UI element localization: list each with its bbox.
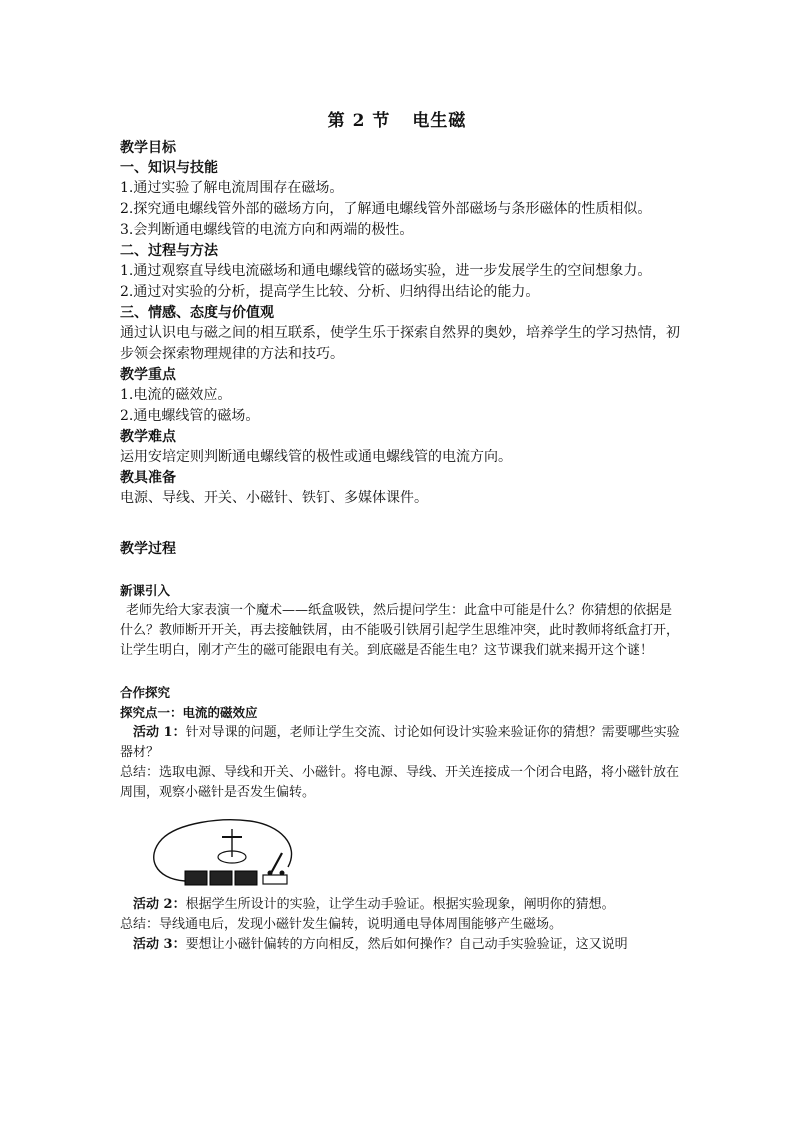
- tools-text: 电源、导线、开关、小磁针、铁钉、多媒体课件。: [120, 490, 428, 506]
- key-points-heading: 教学重点: [120, 367, 176, 383]
- process-section-heading: 教学过程: [120, 541, 176, 557]
- key-point-item: 1.电流的磁效应。: [120, 387, 232, 403]
- section-name: 电生磁: [412, 111, 467, 131]
- activity-text: 要想让小磁针偏转的方向相反，然后如何操作？自己动手实验验证，这又说明: [185, 937, 628, 952]
- intro-heading: 新课引入: [120, 583, 171, 598]
- summary-text: 导线通电后，发现小磁针发生偏转，说明通电导体周围能够产生磁场。: [159, 917, 563, 932]
- switch-terminal: [268, 871, 273, 876]
- switch-terminal: [280, 871, 285, 876]
- activity-2: [120, 895, 680, 915]
- values-heading: 三、情感、态度与价值观: [120, 305, 274, 321]
- difficulty-heading: 教学难点: [120, 429, 176, 445]
- summary-1: [120, 763, 680, 803]
- knowledge-item: 2.探究通电螺线管外部的磁场方向，了解通电螺线管外部磁场与条形磁体的性质相似。: [120, 201, 652, 217]
- key-point-item: 2.通电螺线管的磁场。: [120, 408, 260, 424]
- process-heading: 二、过程与方法: [120, 243, 218, 259]
- explore-point-heading: 探究点一：电流的磁效应: [120, 705, 258, 720]
- tools-heading: 教具准备: [120, 470, 176, 486]
- activity-text: 根据学生所设计的实验，让学生动手验证。根据实验现象，阐明你的猜想。: [185, 897, 615, 912]
- difficulty-text: 运用安培定则判断通电螺线管的极性或通电螺线管的电流方向。: [120, 449, 512, 465]
- activity-text: 针对导课的问题，老师让学生交流、讨论如何设计实验来验证你的猜想？需要哪些实验器材？: [120, 725, 680, 760]
- process-item: 2.通过对实验的分析，提高学生比较、分析、归纳得出结论的能力。: [120, 284, 540, 300]
- circuit-diagram: [140, 809, 300, 889]
- page-title: [0, 106, 794, 131]
- explore-heading: 合作探究: [120, 685, 171, 700]
- activity-label: 活动 2：: [133, 897, 186, 912]
- knowledge-item: 3.会判断通电螺线管的电流方向和两端的极性。: [120, 222, 414, 238]
- summary-label: 总结：: [120, 765, 160, 780]
- activity-3: [120, 935, 680, 955]
- battery-cell: [235, 871, 257, 885]
- goals-heading: 教学目标: [120, 140, 176, 156]
- intro-text: 老师先给大家表演一个魔术——纸盒吸铁，然后提问学生：此盒中可能是什么？你猜想的依据是什么？教师断开开关，再去接触铁屑，由不能吸引铁屑引起学生思维冲突，此时教师将纸盒打开，让学生明白，刚才产生的磁可能跟电有关。到底磁是否能生电？这节课我们就来揭开这个谜！: [120, 603, 680, 658]
- activity-label: 活动 3：: [133, 937, 186, 952]
- activity-1: [120, 723, 680, 763]
- summary-label: 总结：: [120, 917, 160, 932]
- summary-text: 选取电源、导线和开关、小磁针。将电源、导线、开关连接成一个闭合电路，将小磁针放在周围，观察小磁针是否发生偏转。: [120, 765, 680, 800]
- summary-2: [120, 915, 680, 935]
- process-item: 1.通过观察直导线电流磁场和通电螺线管的磁场实验，进一步发展学生的空间想象力。: [120, 263, 652, 279]
- activity-label: 活动 1：: [133, 725, 186, 740]
- values-text: 通过认识电与磁之间的相互联系，使学生乐于探索自然界的奥妙，培养学生的学习热情，初步领会探索物理规律的方法和技巧。: [120, 325, 680, 362]
- knowledge-item: 1.通过实验了解电流周围存在磁场。: [120, 180, 344, 196]
- battery-cell: [185, 871, 207, 885]
- switch-base: [263, 875, 287, 884]
- document-body: [120, 138, 680, 955]
- battery-cell: [210, 871, 232, 885]
- knowledge-heading: 一、知识与技能: [120, 160, 218, 176]
- section-number: 第 2 节: [327, 111, 391, 131]
